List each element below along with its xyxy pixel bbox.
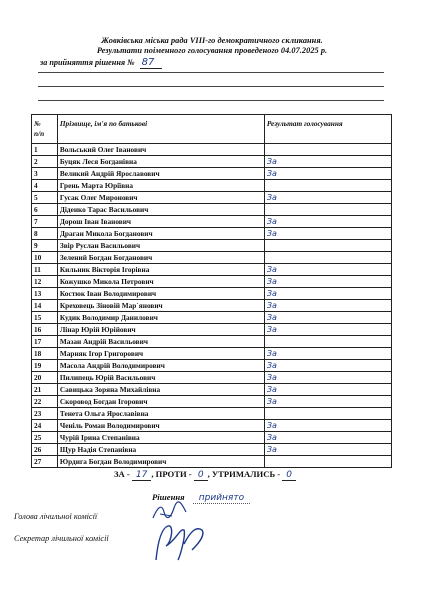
chair-label: Голова лічильної комісії [14,512,98,521]
deputy-name: Вольський Олег Іванович [57,144,264,156]
row-number: 27 [32,456,58,468]
table-row [32,276,392,288]
vote-result: За [264,228,391,240]
row-number: 2 [32,156,58,168]
deputy-name: Дорош Іван Іванович [57,216,264,228]
secretary-signature [150,520,210,564]
row-number: 9 [32,240,58,252]
deputy-name: Тенета Ольга Ярославівна [57,408,264,420]
vote-result: За [264,312,391,324]
table-row [32,420,392,432]
deputy-name: Костюк Іван Володимирович [57,288,264,300]
row-number: 23 [32,408,58,420]
vote-results-title: Результати поіменного голосування проведеного 04.07.2025 р. [96,46,328,55]
vote-result: За [264,264,391,276]
vote-result [264,180,391,192]
deputy-name: Ченіль Роман Володимирович [57,420,264,432]
vote-result: За [264,324,391,336]
deputy-name: Кильник Вікторія Ігорівна [57,264,264,276]
row-number: 20 [32,372,58,384]
row-number: 16 [32,324,58,336]
table-row [32,444,392,456]
table-row [32,396,392,408]
deputy-name: Савицька Зоряна Михайлівна [57,384,264,396]
deputy-name: Гусак Олег Миронович [57,192,264,204]
table-row [32,432,392,444]
deputy-name: Мазан Андрій Васильович [57,336,264,348]
council-title: Жовківська міська рада VIII-го демократичного скликання. [101,36,323,45]
for-label: ЗА - [114,469,130,479]
row-number: 7 [32,216,58,228]
totals-line [114,469,296,480]
deputy-name: Юрдига Богдан Володимирович [57,456,264,468]
table-row [32,264,392,276]
table-header-row [32,115,392,144]
vote-result: За [264,300,391,312]
blank-line [38,86,384,87]
abstain-label: , УТРИМАЛИСЬ - [207,469,281,479]
row-number: 19 [32,360,58,372]
deputy-name: Креховець Зіновій Мар`янович [57,300,264,312]
row-number: 22 [32,396,58,408]
col-name-header: Прізвище, ім'я по батькові [57,115,264,144]
row-number: 4 [32,180,58,192]
col-number-label-2: п/п [34,129,45,138]
deputy-name: Кудик Володимир Данилович [57,312,264,324]
deputy-name: Скоровод Богдан Ігорович [57,396,264,408]
table-row [32,288,392,300]
deputy-name: Марняк Ігор Григорович [57,348,264,360]
vote-result: За [264,288,391,300]
row-number: 24 [32,420,58,432]
secretary-label: Секретар лічильної комісії [14,534,109,543]
for-value: 17 [132,470,151,481]
row-number: 12 [32,276,58,288]
table-row [32,336,392,348]
vote-result: За [264,348,391,360]
vote-result: За [264,372,391,384]
table-row [32,312,392,324]
row-number: 1 [32,144,58,156]
deputy-name: Чурій Ірина Степанівна [57,432,264,444]
row-number: 14 [32,300,58,312]
deputy-name: Кожушко Микола Петрович [57,276,264,288]
vote-result: За [264,360,391,372]
decision-label: за прийняття рішення № [40,58,135,67]
decision-result-value: прийнято [193,493,250,504]
vote-result [264,456,391,468]
blank-line [38,100,384,101]
row-number: 25 [32,432,58,444]
table-row [32,408,392,420]
vote-result: За [264,396,391,408]
deputy-name: Масола Андрій Володимирович [57,360,264,372]
row-number: 8 [32,228,58,240]
deputy-name: Буцяк Леся Богданівна [57,156,264,168]
decision-number: 87 [140,57,163,69]
deputy-name: Великий Андрій Ярославович [57,168,264,180]
vote-result [264,240,391,252]
vote-result: За [264,444,391,456]
row-number: 21 [32,384,58,396]
deputy-name: Лінар Юрій Юрійович [57,324,264,336]
vote-result [264,144,391,156]
deputy-name: Щур Надія Степанівна [57,444,264,456]
row-number: 6 [32,204,58,216]
vote-result [264,408,391,420]
vote-result [264,204,391,216]
table-row [32,372,392,384]
table-row [32,240,392,252]
col-number-header [32,115,58,144]
vote-result: За [264,420,391,432]
deputy-name: Грень Марта Юріївна [57,180,264,192]
table-row [32,300,392,312]
against-label: , ПРОТИ - [151,469,192,479]
table-row [32,360,392,372]
row-number: 11 [32,264,58,276]
row-number: 13 [32,288,58,300]
row-number: 3 [32,168,58,180]
against-value: 0 [194,470,208,481]
table-row [32,348,392,360]
table-row [32,144,392,156]
vote-result: За [264,384,391,396]
col-number-label: № [34,119,41,128]
vote-result: За [264,276,391,288]
blank-line [38,72,384,73]
abstain-value: 0 [282,470,296,481]
table-row [32,252,392,264]
row-number: 17 [32,336,58,348]
decision-line [40,57,162,68]
table-row [32,192,392,204]
row-number: 18 [32,348,58,360]
vote-result: За [264,156,391,168]
row-number: 26 [32,444,58,456]
table-row [32,168,392,180]
table-row [32,384,392,396]
vote-rows [32,144,392,468]
col-result-header: Результат голосування [264,115,391,144]
row-number: 10 [32,252,58,264]
vote-result: За [264,432,391,444]
table-row [32,156,392,168]
table-row [32,228,392,240]
deputy-name: Діденко Тарас Васильович [57,204,264,216]
vote-result: За [264,216,391,228]
table-row [32,180,392,192]
table-row [32,324,392,336]
row-number: 5 [32,192,58,204]
vote-result: За [264,168,391,180]
table-row [32,204,392,216]
decision-result-label: Рішення [152,492,185,502]
deputy-name: Драган Микола Богданович [57,228,264,240]
vote-result [264,252,391,264]
table-row [32,216,392,228]
vote-result: За [264,192,391,204]
deputy-name: Звір Руслан Васильович [57,240,264,252]
deputy-name: Пилипець Юрій Васильович [57,372,264,384]
table-row [32,456,392,468]
vote-table [31,114,392,468]
row-number: 15 [32,312,58,324]
deputy-name: Зелений Богдан Богданович [57,252,264,264]
vote-result [264,336,391,348]
